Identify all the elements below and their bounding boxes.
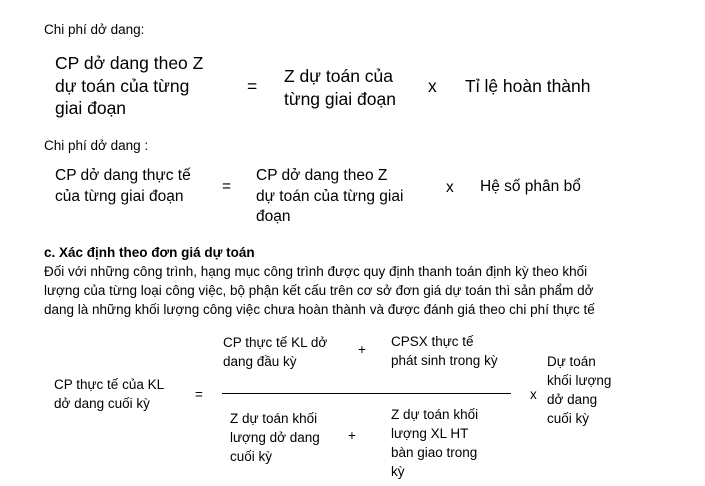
formula3-numerator-b — [391, 332, 498, 370]
formula3-factor-line: dở dang — [547, 392, 598, 407]
paragraph-line: dang là những khối lượng công việc chưa hoàn thành và được đánh giá theo chi phí thực tế — [44, 302, 595, 317]
formula3-factor-line: Dự toán — [547, 354, 596, 369]
section1-lhs-line: CP dở dang theo Z — [55, 53, 204, 73]
paragraph-line: lượng của từng loại công việc, bộ phận kết cấu trên cơ sở đơn giá dự toán thì sản phẩm dở — [44, 283, 594, 298]
formula3-lhs — [54, 375, 164, 413]
paragraph-line: Đối với những công trình, hạng mục công trình được quy định thanh toán định kỳ theo khối — [44, 264, 588, 279]
formula3-denominator-a — [230, 409, 320, 466]
denominator-b-line: lượng XL HT — [391, 426, 469, 441]
numerator-b-line: phát sinh trong kỳ — [391, 353, 498, 368]
numerator-b-line: CPSX thực tế — [391, 334, 474, 349]
section2-rhs-line: đoạn — [256, 208, 291, 225]
denominator-a-line: Z dự toán khối — [230, 411, 318, 426]
numerator-a-line: dang đầu kỳ — [223, 354, 297, 369]
section2-heading: Chi phí dở dang : — [44, 138, 149, 153]
formula3-lhs-line: dở dang cuối kỳ — [54, 396, 150, 411]
formula3-denominator-plus: + — [348, 428, 356, 443]
denominator-a-line: lượng dở dang — [230, 430, 320, 445]
section1-rhs-line: Z dự toán của — [284, 66, 393, 86]
section2-lhs-line: của từng giai đoạn — [55, 187, 184, 205]
section2-lhs-line: CP dở dang thực tế — [55, 167, 191, 184]
section1-heading: Chi phí dở dang: — [44, 22, 145, 37]
denominator-a-line: cuối kỳ — [230, 449, 273, 464]
section3-paragraph — [44, 262, 595, 319]
numerator-a-line: CP thực tế KL dở — [223, 335, 328, 350]
formula3-factor-line: cuối kỳ — [547, 411, 590, 426]
section2-rhs — [256, 166, 403, 228]
denominator-b-line: kỳ — [391, 464, 405, 479]
section1-factor: Tỉ lệ hoàn thành — [465, 76, 591, 96]
fraction-bar — [222, 393, 511, 394]
section1-rhs-line: từng giai đoạn — [284, 88, 396, 109]
formula3-factor-line: khối lượng — [547, 373, 612, 388]
section2-times: x — [446, 179, 454, 196]
section2-lhs — [55, 166, 191, 207]
denominator-b-line: bàn giao trong — [391, 445, 478, 460]
formula3-numerator-plus: + — [358, 342, 366, 357]
formula3-factor — [547, 352, 611, 428]
section1-times: x — [428, 76, 437, 96]
formula3-equals: = — [195, 387, 203, 402]
denominator-b-line: Z dự toán khối — [391, 407, 479, 422]
formula3-lhs-line: CP thực tế của KL — [54, 377, 165, 392]
section1-lhs-line: dự toán của từng — [55, 75, 190, 96]
section1-lhs-line: giai đoạn — [55, 98, 127, 118]
section2-rhs-line: CP dở dang theo Z — [256, 167, 388, 184]
section2-factor: Hệ số phân bổ — [480, 178, 581, 195]
section3-title: c. Xác định theo đơn giá dự toán — [44, 245, 255, 260]
formula3-denominator-b — [391, 405, 478, 481]
section1-equals: = — [247, 76, 258, 96]
section1-rhs — [284, 65, 396, 110]
section1-lhs — [55, 52, 203, 120]
section2-rhs-line: dự toán của từng giai — [256, 187, 404, 205]
formula3-times: x — [530, 387, 537, 402]
formula3-numerator-a — [223, 333, 327, 371]
section2-equals: = — [222, 178, 232, 195]
